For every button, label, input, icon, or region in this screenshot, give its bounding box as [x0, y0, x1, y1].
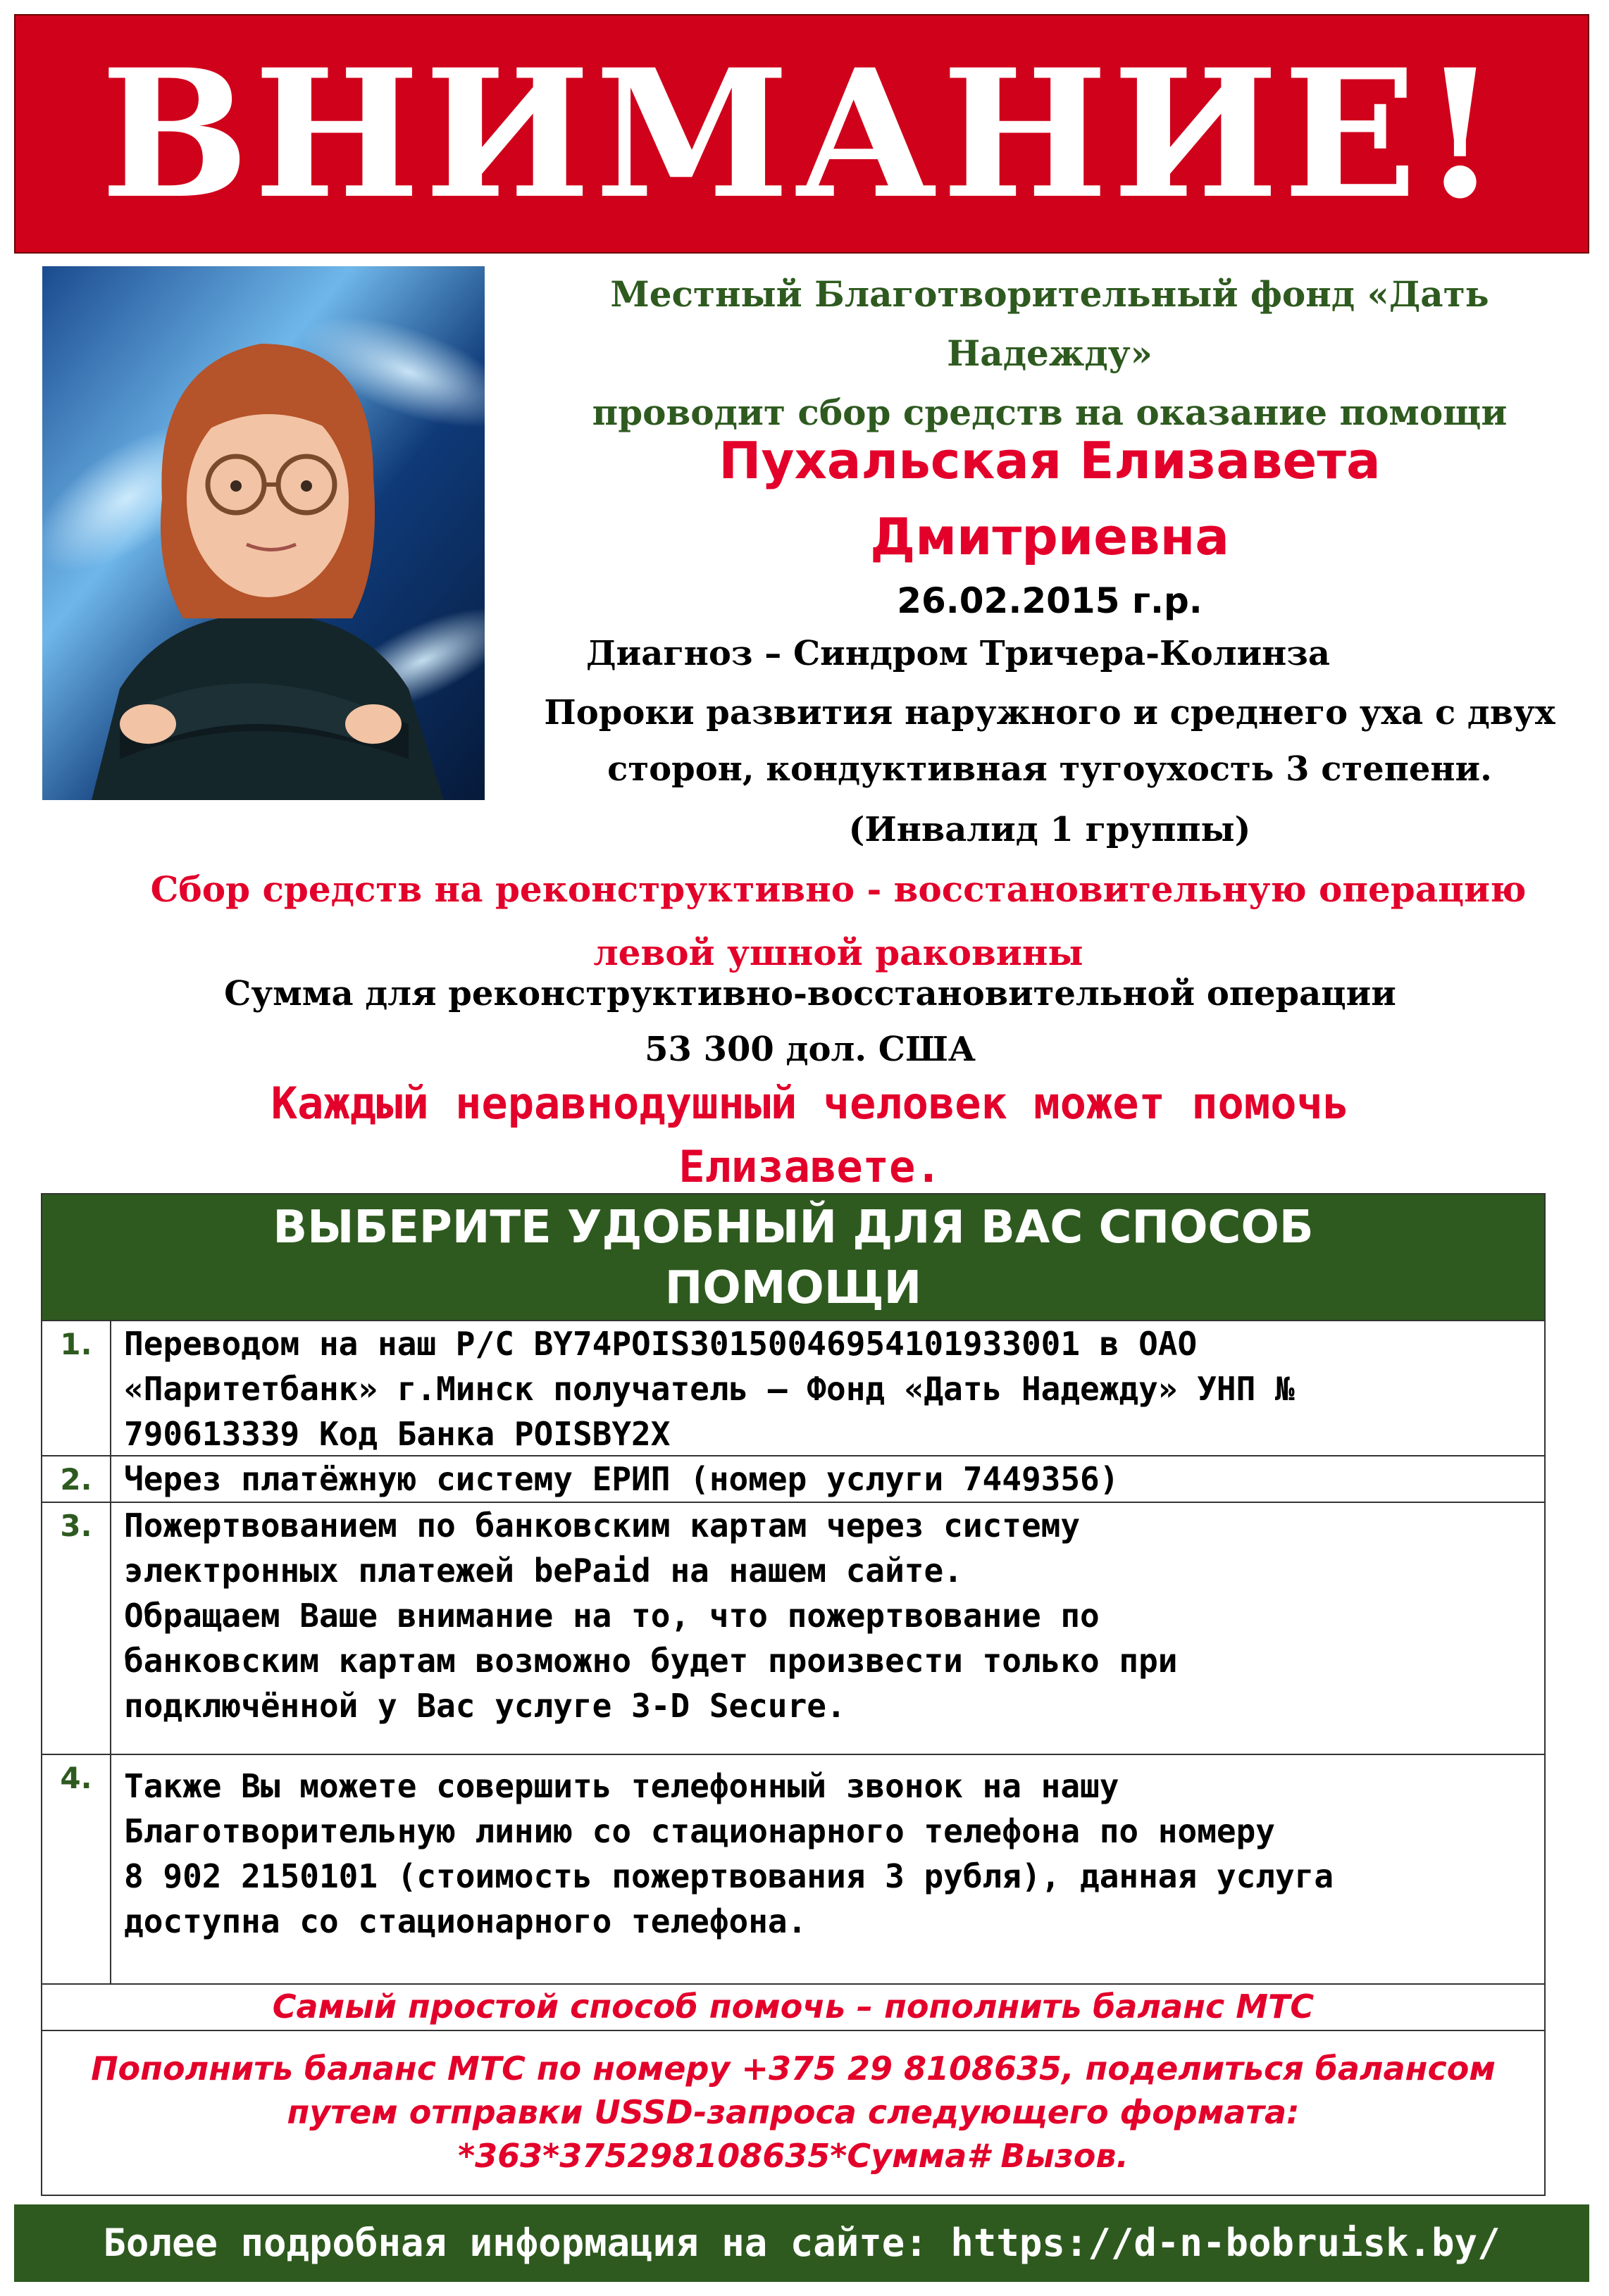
- diagnosis: Диагноз – Синдром Тричера-Колинза: [585, 634, 1331, 673]
- row-text: [124, 1764, 1530, 1944]
- text-line: Благотворительную линию со стационарного телефона по номеру: [124, 1812, 1275, 1850]
- fund-line-2: Надежду»: [947, 332, 1153, 374]
- row-number: 3.: [42, 1503, 111, 1754]
- name-line-1: Пухальская Елизавета: [719, 431, 1381, 490]
- text-line: Пожертвованием по банковским картам через систему: [124, 1506, 1081, 1545]
- child-name: [521, 423, 1578, 575]
- child-photo: [42, 266, 485, 800]
- text-line: доступна со стационарного телефона.: [124, 1902, 807, 1940]
- row-text: [124, 1321, 1530, 1456]
- table-row: [42, 1754, 1544, 1983]
- text-line: Переводом на наш Р/С BY74POIS30150046954101933001 в ОАО: [124, 1325, 1198, 1363]
- row-text: [124, 1456, 1530, 1502]
- help-ways-table: [41, 1193, 1546, 2196]
- header-line-1: ВЫБЕРИТЕ УДОБНЫЙ ДЛЯ ВАС СПОСОБ: [273, 1202, 1314, 1254]
- text-line: подключённой у Вас услуге 3-D Secure.: [124, 1687, 846, 1725]
- mts-instructions: [42, 2030, 1544, 2196]
- birth-date: 26.02.2015 г.р.: [897, 580, 1203, 621]
- defects-line-1: Пороки развития наружного и среднего уха с двух: [544, 693, 1555, 732]
- header-line-2: ПОМОЩИ: [664, 1262, 922, 1314]
- sum-label: Сумма для реконструктивно-восстановительной операции: [224, 974, 1396, 1013]
- text-line: Через платёжную систему ЕРИП (номер услуги 7449356): [124, 1460, 1119, 1498]
- appeal-line-1: Каждый неравнодушный человек может помочь: [271, 1078, 1350, 1129]
- attention-banner: [14, 14, 1589, 254]
- help-ways-header: [42, 1194, 1544, 1320]
- defects-line-2: сторон, кондуктивная тугоухость 3 степени.: [607, 749, 1492, 789]
- appeal: [70, 1072, 1550, 1199]
- fund-line-3: проводит сбор средств на оказание помощи: [592, 392, 1508, 433]
- mts-line-1: Пополнить баланс МТС по номеру +375 29 8108635, поделиться балансом: [91, 2049, 1496, 2088]
- row-number: 4.: [42, 1755, 111, 1983]
- fundraising-goal: [127, 858, 1550, 985]
- text-line: 790613339 Код Банка POISBY2X: [124, 1415, 671, 1453]
- text-line: банковским картам возможно будет произвести только при: [124, 1642, 1178, 1680]
- mts-title: Самый простой способ помочь – пополнить баланс МТС: [42, 1983, 1544, 2030]
- table-row: [42, 1320, 1544, 1455]
- banner-title: ВНИМАНИЕ!: [100, 30, 1503, 237]
- defects: [521, 685, 1578, 797]
- text-line: 8 902 2150101 (стоимость пожертвования 3 рубля), данная услуга: [124, 1857, 1334, 1895]
- mts-line-3: *363*375298108635*Сумма# Вызов.: [458, 2137, 1129, 2175]
- row-text: [124, 1503, 1530, 1728]
- text-line: «Паритетбанк» г.Минск получатель – Фонд «Дать Надежду» УНП №: [124, 1370, 1295, 1408]
- disability-note: (Инвалид 1 группы): [848, 810, 1251, 849]
- footer-website[interactable]: Более подробная информация на сайте: https://d-n-bobruisk.by/: [103, 2221, 1501, 2265]
- fund-line-1: Местный Благотворительный фонд «Дать: [610, 273, 1489, 315]
- sum-value: 53 300 дол. США: [645, 1030, 976, 1069]
- goal-line-2: левой ушной раковины: [593, 932, 1083, 973]
- fund-intro: [521, 265, 1578, 442]
- goal-line-1: Сбор средств на реконструктивно - восстановительную операцию: [150, 868, 1527, 910]
- row-number: 2.: [42, 1456, 111, 1502]
- appeal-line-2: Елизавете.: [678, 1141, 942, 1192]
- text-line: Обращаем Ваше внимание на то, что пожертвование по: [124, 1597, 1100, 1635]
- text-line: Также Вы можете совершить телефонный звонок на нашу: [124, 1767, 1119, 1805]
- footer-bar: [14, 2204, 1589, 2282]
- row-number: 1.: [42, 1321, 111, 1455]
- table-row: [42, 1455, 1544, 1502]
- table-row: [42, 1502, 1544, 1754]
- mts-line-2: путем отправки USSD-запроса следующего формата:: [287, 2093, 1300, 2131]
- text-line: электронных платежей bePaid на нашем сайте.: [124, 1552, 963, 1590]
- name-line-2: Дмитриевна: [870, 507, 1229, 566]
